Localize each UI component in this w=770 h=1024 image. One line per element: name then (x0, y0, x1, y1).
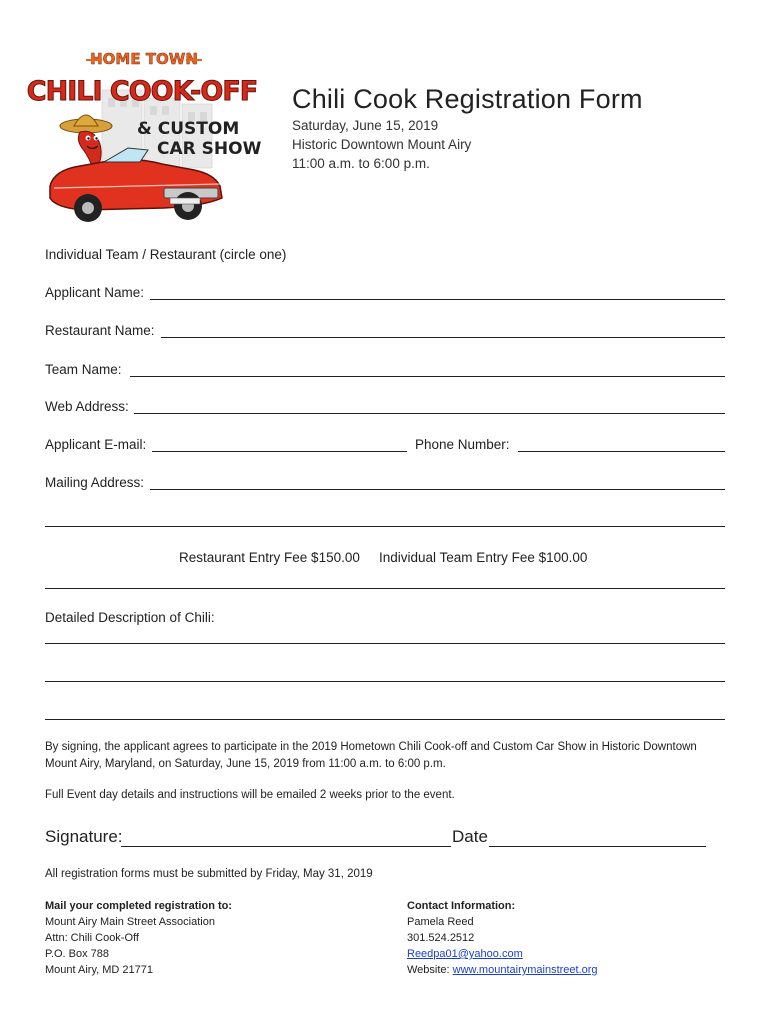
website-link[interactable]: www.mountairymainstreet.org (452, 964, 598, 976)
logo-graphic (26, 48, 262, 238)
phone-number-field[interactable] (518, 451, 725, 452)
mail-heading: Mail your completed registration to: (45, 900, 233, 912)
description-label: Detailed Description of Chili: (45, 610, 215, 625)
mail-city: Mount Airy, MD 21771 (45, 964, 154, 976)
description-field-line2[interactable] (45, 681, 725, 682)
circle-one-label: Individual Team / Restaurant (circle one) (45, 247, 287, 262)
applicant-email-field[interactable] (152, 451, 407, 452)
restaurant-name-label: Restaurant Name: (45, 323, 155, 338)
event-date: Saturday, June 15, 2019 (292, 118, 439, 133)
contact-email-link[interactable]: Reedpa01@yahoo.com (407, 948, 523, 960)
event-logo (26, 48, 262, 238)
description-field-line1[interactable] (45, 643, 725, 644)
restaurant-fee-text: Restaurant Entry Fee $150.00 (179, 550, 360, 565)
team-name-field[interactable] (130, 376, 725, 377)
logo-carshow-text: CAR SHOW (157, 139, 262, 159)
event-location: Historic Downtown Mount Airy (292, 137, 472, 152)
mail-attn: Attn: Chili Cook-Off (45, 932, 139, 944)
phone-number-label: Phone Number: (415, 437, 510, 452)
event-time: 11:00 a.m. to 6:00 p.m. (292, 156, 430, 171)
signature-label: Signature: (45, 827, 123, 846)
contact-name: Pamela Reed (407, 916, 474, 928)
mailing-address-field[interactable] (150, 489, 725, 490)
individual-fee-text: Individual Team Entry Fee $100.00 (379, 550, 588, 565)
contact-phone: 301.524.2512 (407, 932, 475, 944)
signature-field[interactable] (121, 846, 451, 847)
agreement-text-line2: Mount Airy, Maryland, on Saturday, June 15, 2019 from 11:00 a.m. to 6:00 p.m. (45, 758, 446, 770)
applicant-name-field[interactable] (150, 299, 725, 300)
logo-top-text: HOME TOWN (90, 50, 198, 68)
contact-block (407, 898, 598, 978)
web-address-field[interactable] (134, 413, 725, 414)
page-title: Chili Cook Registration Form (292, 84, 643, 114)
mail-po-box: P.O. Box 788 (45, 948, 110, 960)
event-details-note: Full Event day details and instructions will be emailed 2 weeks prior to the event. (45, 789, 455, 801)
logo-custom-text: & CUSTOM (137, 119, 240, 139)
contact-heading: Contact Information: (407, 900, 516, 912)
mail-org: Mount Airy Main Street Association (45, 916, 215, 928)
team-name-label: Team Name: (45, 362, 122, 377)
description-field-line3[interactable] (45, 719, 725, 720)
web-address-label: Web Address: (45, 399, 129, 414)
mailing-address-label: Mailing Address: (45, 475, 145, 490)
section-divider (45, 588, 725, 589)
mailing-address-field-line2[interactable] (45, 526, 725, 527)
website-label: Website: (407, 964, 450, 976)
logo-title-text: CHILI COOK-OFF (26, 76, 258, 107)
date-label: Date (452, 827, 488, 846)
agreement-text-line1: By signing, the applicant agrees to participate in the 2019 Hometown Chili Cook-off and Custom Car Show in Historic Downtown (45, 741, 697, 753)
deadline-text: All registration forms must be submitted by Friday, May 31, 2019 (45, 868, 373, 880)
applicant-email-label: Applicant E-mail: (45, 437, 147, 452)
mail-to-block (45, 898, 232, 978)
restaurant-name-field[interactable] (161, 337, 725, 338)
applicant-name-label: Applicant Name: (45, 285, 145, 300)
date-field[interactable] (489, 846, 706, 847)
